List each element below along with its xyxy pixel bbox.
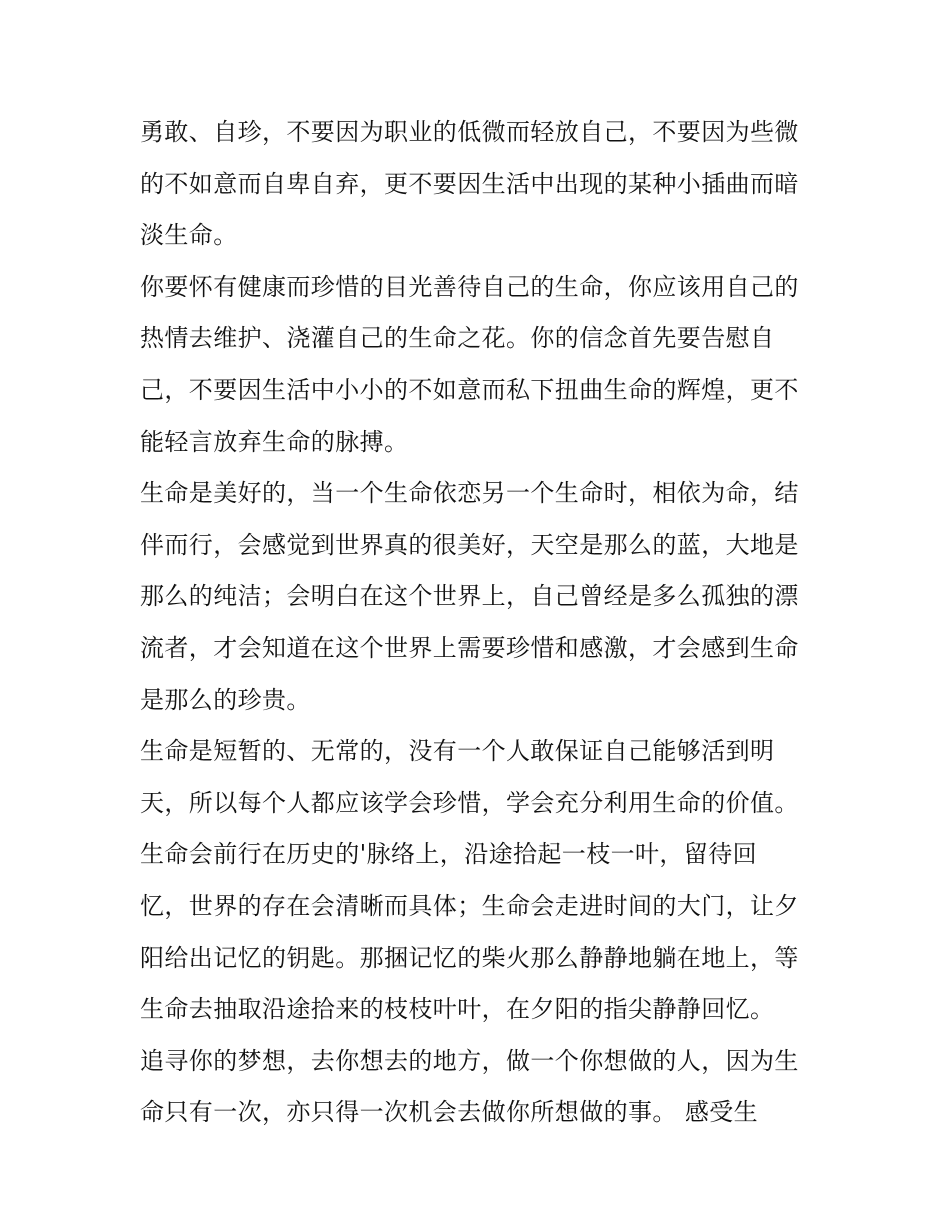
text-line: 生命会前行在历史的'脉络上，沿途拾起一枝一叶，留待回 (140, 840, 757, 869)
text-line: 伴而行，会感觉到世界真的很美好，天空是那么的蓝，大地是 (140, 530, 799, 559)
text-line: 是那么的珍贵。 (140, 685, 311, 714)
text-line: 生命是美好的，当一个生命依恋另一个生命时，相依为命，结 (140, 479, 799, 508)
text-line: 生命是短暂的、无常的，没有一个人敢保证自己能够活到明 (140, 737, 775, 766)
text-line: 淡生命。 (140, 221, 238, 250)
text-line: 你要怀有健康而珍惜的目光善待自己的生命，你应该用自己的 (140, 272, 799, 301)
text-line: 能轻言放弃生命的脉搏。 (140, 427, 409, 456)
text-line: 命只有一次，亦只得一次机会去做你所想做的事。 感受生 (140, 1098, 759, 1127)
text-line: 天，所以每个人都应该学会珍惜，学会充分利用生命的价值。 (140, 788, 799, 817)
text-line: 忆，世界的存在会清晰而具体；生命会走进时间的大门，让夕 (140, 891, 799, 920)
text-line: 流者，才会知道在这个世界上需要珍惜和感激，才会感到生命 (140, 633, 799, 662)
text-line: 那么的纯洁；会明白在这个世界上，自己曾经是多么孤独的漂 (140, 582, 799, 611)
text-line: 勇敢、自珍，不要因为职业的低微而轻放自己，不要因为些微 (140, 118, 799, 146)
text-line: 的不如意而自卑自弃，更不要因生活中出现的某种小插曲而暗 (140, 169, 799, 198)
text-line: 热情去维护、浇灌自己的生命之花。你的信念首先要告慰自 (140, 324, 775, 353)
text-line: 追寻你的梦想，去你想去的地方，做一个你想做的人，因为生 (140, 1046, 799, 1075)
text-line: 己，不要因生活中小小的不如意而私下扭曲生命的辉煌，更不 (140, 375, 799, 404)
body-text (140, 107, 830, 1139)
text-line: 生命去抽取沿途拾来的枝枝叶叶，在夕阳的指尖静静回忆。 (140, 995, 775, 1024)
text-line: 阳给出记忆的钥匙。那捆记忆的柴火那么静静地躺在地上，等 (140, 943, 799, 972)
